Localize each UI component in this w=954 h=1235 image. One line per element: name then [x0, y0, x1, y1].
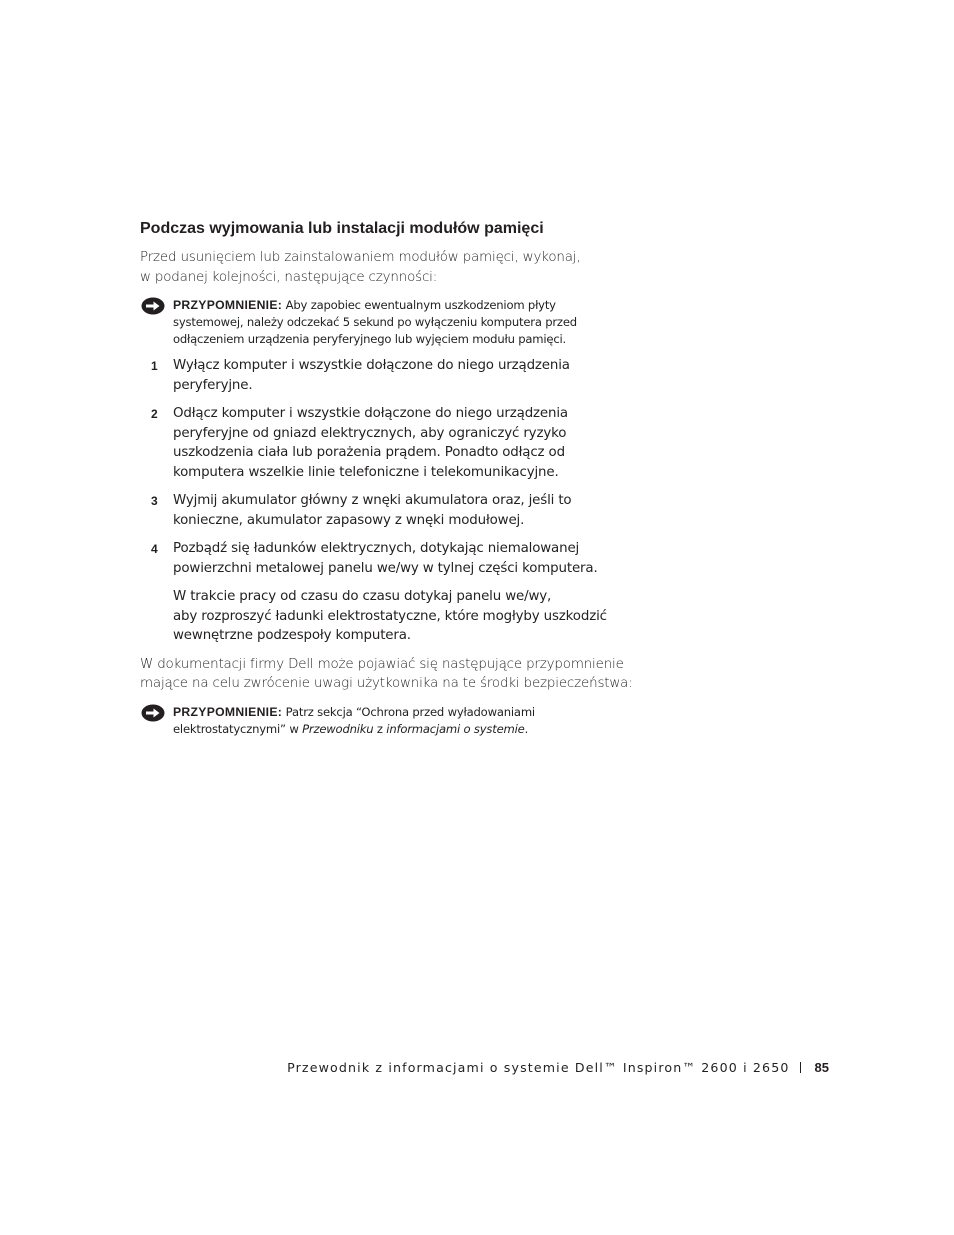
notice-2-text: Patrz sekcja “Ochrona przed wyładowaniami: [285, 704, 535, 719]
notice-1-line: systemowej, należy odczekać 5 sekund po wyłączeniu komputera przed: [173, 315, 577, 329]
notice-1-label: PRZYPOMNIENIE:: [173, 298, 283, 312]
notice-arrow-icon: [141, 297, 165, 315]
step-4: [140, 539, 640, 646]
page-number: 85: [814, 1060, 829, 1075]
notice-2-text: elektrostatycznymi” w: [173, 721, 303, 736]
step-note-line: wewnętrzne podzespoły komputera.: [173, 628, 411, 643]
intro-paragraph: [140, 248, 640, 287]
steps-list: [140, 356, 640, 646]
footer-title: Przewodnik z informacjami o systemie Dell™ Inspiron™ 2600 i 2650: [287, 1060, 790, 1075]
notice-2-text: .: [524, 721, 529, 736]
notice-1-line: [173, 297, 640, 314]
step-line: uszkodzenia ciała lub porażenia prądem. Ponadto odłącz od: [173, 445, 565, 460]
notice-1-text: Aby zapobiec ewentualnym uszkodzeniom płyty: [285, 298, 556, 312]
step-1: [140, 356, 640, 395]
step-line: komputera wszelkie linie telefoniczne i telekomunikacyjne.: [173, 464, 559, 480]
document-title-italic: informacjami o systemie: [386, 721, 525, 736]
step-line: peryferyjne.: [173, 377, 253, 393]
step-line: Pozbądź się ładunków elektrycznych, dotykając niemalowanej: [173, 541, 580, 556]
notice-2: [140, 704, 640, 738]
intro-line: w podanej kolejności, następujące czynności:: [140, 269, 438, 285]
step-number: 1: [151, 359, 158, 373]
notice-2-label: PRZYPOMNIENIE:: [173, 704, 283, 719]
notice-1: [140, 297, 640, 348]
footer-separator: [800, 1062, 801, 1073]
notice-arrow-icon: [141, 704, 165, 722]
closing-line: W dokumentacji firmy Dell może pojawiać się następujące przypomnienie: [140, 656, 624, 672]
step-number: 4: [151, 542, 158, 556]
step-2: [140, 404, 640, 482]
step-note-line: W trakcie pracy od czasu do czasu dotykaj panelu we/wy,: [173, 589, 552, 604]
step-number: 2: [151, 407, 158, 421]
notice-2-line: [173, 704, 640, 721]
page-content: [140, 218, 640, 738]
step-line: Odłącz komputer i wszystkie dołączone do niego urządzenia: [173, 406, 568, 421]
step-line: Wyłącz komputer i wszystkie dołączone do niego urządzenia: [173, 358, 570, 373]
step-4-note: [173, 587, 640, 646]
document-title-italic: Przewodniku: [302, 721, 374, 736]
notice-2-text: z: [373, 721, 387, 736]
notice-1-line: odłączeniem urządzenia peryferyjnego lub wyjęciem modułu pamięci.: [173, 332, 567, 346]
page-footer: [287, 1060, 829, 1075]
step-line: konieczne, akumulator zapasowy z wnęki modułowej.: [173, 512, 525, 528]
step-number: 3: [151, 494, 158, 508]
intro-line: Przed usunięciem lub zainstalowaniem modułów pamięci, wykonaj,: [140, 250, 581, 265]
step-line: peryferyjne od gniazd elektrycznych, aby ograniczyć ryzyko: [173, 425, 567, 441]
step-3: [140, 491, 640, 530]
step-line: powierzchni metalowej panelu we/wy w tylnej części komputera.: [173, 560, 598, 576]
notice-2-line: [173, 721, 640, 738]
closing-line: mające na celu zwrócenie uwagi użytkownika na te środki bezpieczeństwa:: [140, 676, 633, 691]
section-heading: Podczas wyjmowania lub instalacji modułów pamięci: [140, 220, 544, 237]
step-note-line: aby rozproszyć ładunki elektrostatyczne, które mogłyby uszkodzić: [173, 608, 607, 624]
closing-paragraph: [140, 655, 640, 694]
step-line: Wyjmij akumulator główny z wnęki akumulatora oraz, jeśli to: [173, 493, 572, 508]
